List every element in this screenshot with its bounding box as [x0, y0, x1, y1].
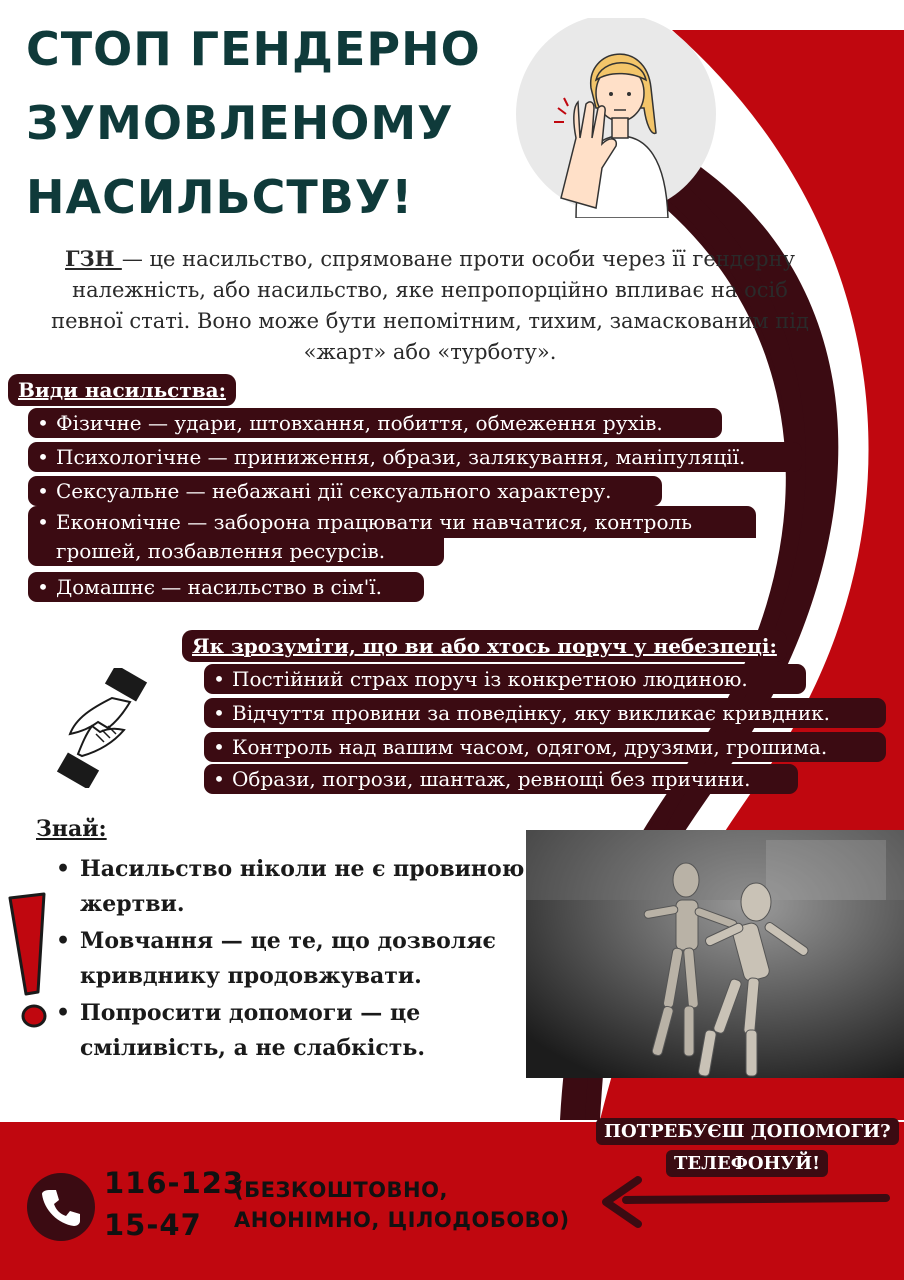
- types-heading: Види насильства:: [8, 374, 236, 406]
- danger-item-text: Образи, погрози, шантаж, ревнощі без причини.: [232, 767, 751, 791]
- bullet: •: [213, 735, 225, 759]
- danger-item-text: Контроль над вашим часом, одягом, друзями, грошима.: [232, 735, 828, 759]
- bullet: •: [213, 701, 225, 725]
- mannequins-photo: [526, 830, 904, 1078]
- danger-heading: Як зрозуміти, що ви або хтось поруч у небезпеці:: [182, 630, 787, 662]
- handshake-icon: [52, 668, 162, 788]
- types-item-psychological: [28, 442, 802, 472]
- title-line-2: ЗУМОВЛЕНОМУ: [26, 96, 454, 150]
- phone-number-primary[interactable]: 116-123: [104, 1166, 245, 1200]
- danger-item-guilt: [204, 698, 886, 728]
- title-line-1: СТОП ГЕНДЕРНО: [26, 22, 481, 76]
- bullet: •: [37, 479, 49, 503]
- title-line-3: НАСИЛЬСТВУ!: [26, 170, 414, 224]
- stop-hand-woman-illustration: [506, 18, 726, 218]
- bullet: •: [37, 575, 49, 599]
- types-item-text: Фізичне — удари, штовхання, побиття, обмеження рухів.: [56, 411, 663, 435]
- know-list: [56, 852, 526, 1068]
- types-item-sexual: [28, 476, 662, 506]
- types-item-text: Економічне — заборона працювати чи навчатися, контроль: [56, 510, 693, 534]
- phone-note-line1: (БЕЗКОШТОВНО,: [234, 1178, 448, 1202]
- mannequins-photo-graphic: [526, 830, 904, 1078]
- help-call: ТЕЛЕФОНУЙ!: [666, 1150, 828, 1177]
- bullet: •: [37, 445, 49, 469]
- types-item-physical: [28, 408, 722, 438]
- types-item-text: грошей, позбавлення ресурсів.: [56, 539, 386, 563]
- exclamation-icon: [4, 892, 54, 1032]
- bullet: •: [37, 510, 49, 534]
- arrow-left-icon: [596, 1172, 896, 1232]
- danger-item-fear: [204, 664, 806, 694]
- phone-icon[interactable]: [26, 1172, 96, 1242]
- types-item-text: Сексуальне — небажані дії сексуального характеру.: [56, 479, 612, 503]
- bullet: •: [213, 767, 225, 791]
- know-heading: Знай:: [36, 816, 107, 842]
- phone-note-line2: АНОНІМНО, ЦІЛОДОБОВО): [234, 1208, 570, 1232]
- phone-number-secondary[interactable]: 15-47: [104, 1208, 202, 1242]
- bullet: •: [37, 411, 49, 435]
- help-question: ПОТРЕБУЄШ ДОПОМОГИ?: [596, 1118, 899, 1145]
- know-item: • Попросити допомоги — це сміливість, а не слабкість.: [56, 996, 526, 1066]
- intro-text: — це насильство, спрямоване проти особи через її гендерну належність, або насильство, яке непропорційно впливає на осіб певної статі. Воно може бути непомітним, тихим, замаскованим під «жарт» або «турботу».: [51, 247, 809, 364]
- danger-item-insults: [204, 764, 798, 794]
- danger-item-text: Відчуття провини за поведінку, яку викликає кривдник.: [232, 701, 831, 725]
- types-item-economic-cont: [28, 536, 444, 566]
- intro-paragraph: [40, 243, 820, 368]
- danger-item-control: [204, 732, 886, 762]
- types-item-economic: [28, 506, 756, 538]
- know-item: • Мовчання — це те, що дозволяє кривднику продовжувати.: [56, 924, 526, 994]
- types-item-text: Психологічне — приниження, образи, залякування, маніпуляції.: [56, 445, 746, 469]
- types-item-text: Домашнє — насильство в сім'ї.: [56, 575, 382, 599]
- intro-abbr: ГЗН: [65, 246, 122, 271]
- bullet: •: [213, 667, 225, 691]
- types-item-domestic: [28, 572, 424, 602]
- danger-item-text: Постійний страх поруч із конкретною людиною.: [232, 667, 748, 691]
- know-item: • Насильство ніколи не є провиною жертви.: [56, 852, 526, 922]
